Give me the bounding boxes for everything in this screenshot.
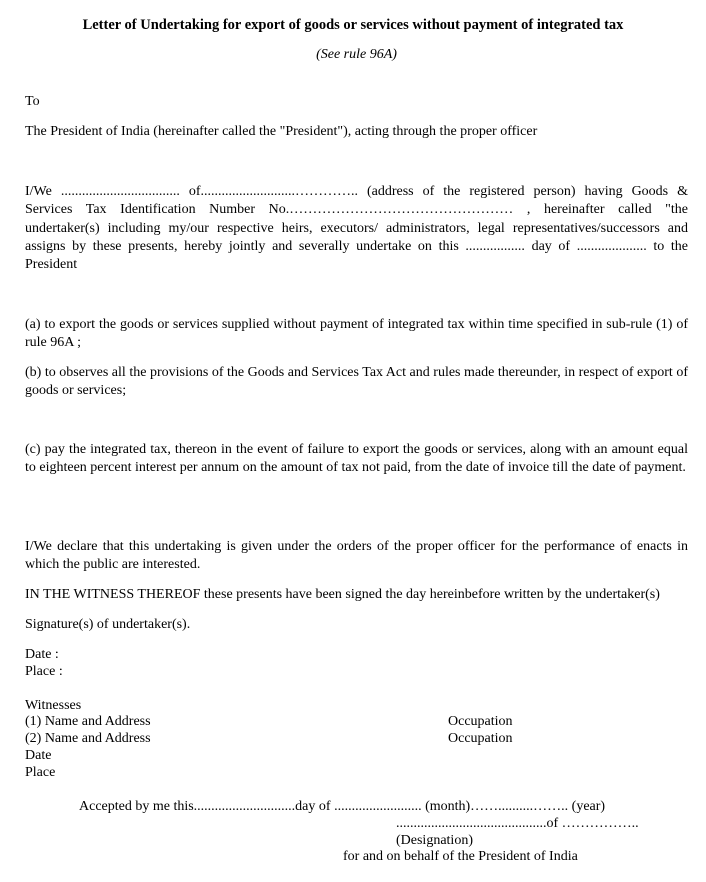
document-title: Letter of Undertaking for export of goods or services without payment of integrated tax — [82, 17, 624, 33]
to-label: To — [25, 94, 40, 109]
date-label: Date : — [25, 647, 59, 662]
designation-label: (Designation) — [396, 833, 473, 848]
acceptance-line: Accepted by me this.............................day of ......................... (month)……..........…….. (year) — [79, 799, 606, 814]
undertaking-line-4: assigns by these presents, hereby jointly and severally undertake on this ................. day of .................... to the — [25, 239, 688, 254]
undertaking-line-5: President — [25, 257, 78, 272]
recipient-text: The President of India (hereinafter called the "President"), acting through the proper officer — [25, 124, 538, 139]
officer-line: ...........................................of …………….. — [396, 816, 639, 831]
witness-1-name-address: (1) Name and Address — [25, 714, 151, 729]
undertaking-line-1: I/We .................................. of...........................………….. (address of the registered person) having Goods & — [25, 184, 688, 199]
witness-place-label: Place — [25, 765, 56, 780]
witness-date-label: Date — [25, 748, 52, 763]
witness-2-name-address: (2) Name and Address — [25, 731, 151, 746]
undertaking-line-3: undertaker(s) including my/our respective heirs, executors/ administrators, legal representatives/successors and — [25, 221, 688, 236]
undertaking-line-2: Services Tax Identification Number No.………………………………………… , hereinafter called "the — [25, 202, 688, 217]
clause-c: (c) pay the integrated tax, thereon in the event of failure to export the goods or services, along with an amount equal to eighteen percent interest per annum on the amount of tax not paid, from the date of invoice till the date of payment. — [25, 442, 688, 475]
witnesses-heading: Witnesses — [25, 698, 82, 713]
clause-b: (b) to observes all the provisions of the Goods and Services Tax Act and rules made thereunder, in respect of export of goods or services; — [25, 365, 688, 398]
witness-clause: IN THE WITNESS THEREOF these presents have been signed the day hereinbefore written by the undertaker(s) — [25, 587, 660, 602]
clause-a: (a) to export the goods or services supplied without payment of integrated tax within time specified in sub-rule (1) of rule 96A ; — [25, 317, 688, 350]
witness-2-occupation: Occupation — [448, 731, 513, 746]
signature-label: Signature(s) of undertaker(s). — [25, 617, 191, 632]
declaration-text: I/We declare that this undertaking is given under the orders of the proper officer for the performance of enacts in which the public are interested. — [25, 539, 688, 572]
witness-1-occupation: Occupation — [448, 714, 513, 729]
on-behalf-label: for and on behalf of the President of India — [343, 849, 578, 864]
place-label: Place : — [25, 664, 63, 679]
document-subtitle: (See rule 96A) — [316, 47, 397, 62]
